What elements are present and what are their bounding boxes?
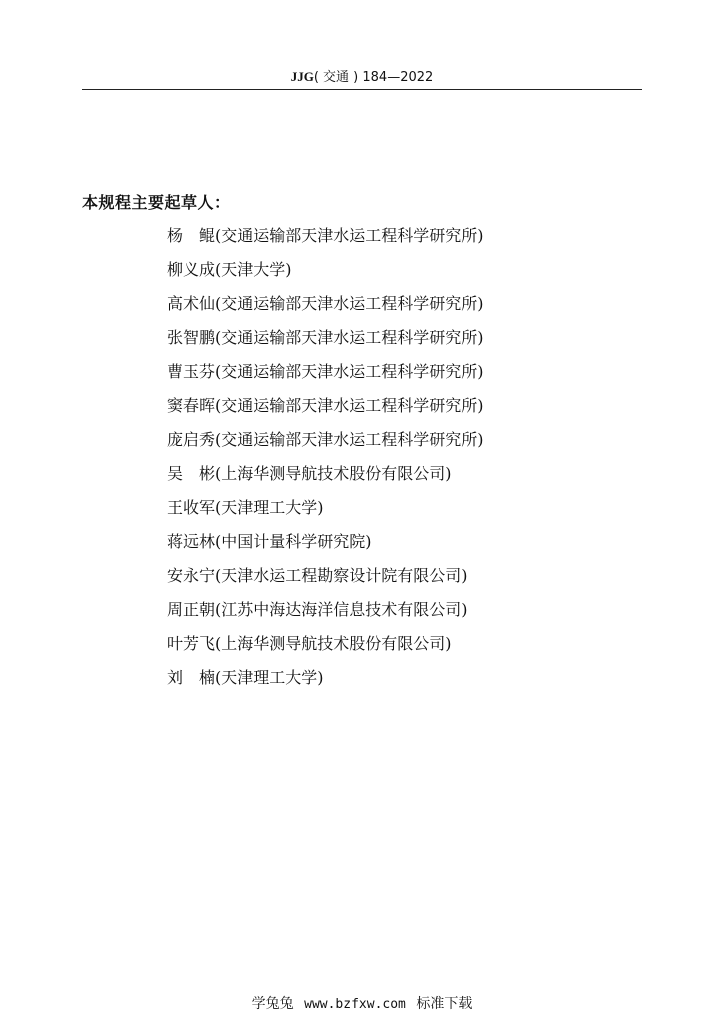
standard-prefix: JJG [290,69,314,84]
drafter-name: 张智鹏 [167,328,216,347]
drafter-affiliation: (天津水运工程勘察设计院有限公司) [215,566,468,585]
header-divider [82,89,642,90]
drafter-affiliation: (上海华测导航技术股份有限公司) [215,464,452,483]
drafter-item [167,460,484,494]
drafter-name: 叶芳飞 [167,634,216,653]
drafter-name: 庞启秀 [167,430,216,449]
drafter-item [167,630,484,664]
drafters-heading: 本规程主要起草人： [82,193,231,212]
drafter-item [167,256,484,290]
standard-number: 184—2022 [362,70,434,85]
drafter-item [167,324,484,358]
drafter-affiliation: (交通运输部天津水运工程科学研究所) [215,226,484,245]
drafter-item [167,290,484,324]
drafter-item [167,528,484,562]
drafter-name: 周正朝 [167,600,216,619]
drafter-item [167,562,484,596]
drafter-affiliation: (交通运输部天津水运工程科学研究所) [215,328,484,347]
drafter-item [167,222,484,256]
drafter-item [167,494,484,528]
drafter-name: 高术仙 [167,294,216,313]
drafter-item [167,426,484,460]
drafter-name: 窦春晖 [167,396,216,415]
standard-scope: ( 交通 ) [313,70,363,85]
footer-site-name: 学兔兔 [251,996,294,1012]
drafter-name: 曹玉芬 [167,362,216,381]
drafter-affiliation: (中国计量科学研究院) [215,532,372,551]
drafter-affiliation: (天津理工大学) [215,498,324,517]
drafter-name: 柳义成 [167,260,216,279]
drafter-affiliation: (上海华测导航技术股份有限公司) [215,634,452,653]
drafter-affiliation: (天津大学) [215,260,292,279]
drafter-item [167,596,484,630]
drafter-name: 杨鲲 [167,226,232,245]
drafter-affiliation: (交通运输部天津水运工程科学研究所) [215,430,484,449]
drafter-affiliation: (江苏中海达海洋信息技术有限公司) [215,600,468,619]
drafter-list [167,222,484,698]
drafter-item [167,392,484,426]
drafter-name: 王收军 [167,498,216,517]
footer-download-text: 标准下载 [416,996,473,1012]
drafter-name: 刘楠 [167,668,232,687]
drafter-item [167,358,484,392]
drafter-name: 安永宁 [167,566,216,585]
drafter-affiliation: (交通运输部天津水运工程科学研究所) [215,294,484,313]
drafter-item [167,664,484,698]
watermark-footer [0,993,724,1013]
running-header [0,66,724,85]
drafter-affiliation: (天津理工大学) [215,668,324,687]
drafter-name: 蒋远林 [167,532,216,551]
footer-url: www.bzfxw.com [304,997,406,1012]
drafter-name: 吴彬 [167,464,232,483]
drafter-affiliation: (交通运输部天津水运工程科学研究所) [215,362,484,381]
drafter-affiliation: (交通运输部天津水运工程科学研究所) [215,396,484,415]
